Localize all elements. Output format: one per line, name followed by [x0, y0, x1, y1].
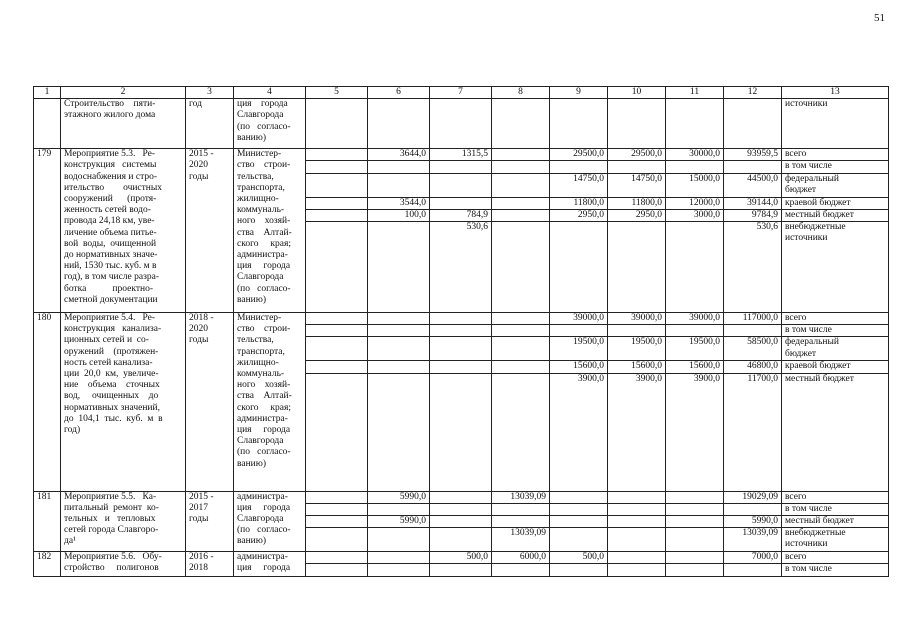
- amount-cell: [724, 161, 782, 173]
- amount-cell: [550, 516, 608, 528]
- header-row: [34, 87, 889, 99]
- activity-name-cell: Мероприятие 5.3. Ре- конструкция системы водоснабжения и стро- ительство очистных сооружений (протя- женность сетей водо- провода 24,18 км, уве- личение объема питье- вой воды, очищенной до нормативных значе- ний, 1530 тыс. куб. м в год), в том числе разра- ботка проектно- сметной документации: [61, 149, 186, 313]
- amount-cell: 15600,0: [550, 361, 608, 373]
- amount-cell: 100,0: [368, 209, 430, 221]
- amount-cell: 3544,0: [368, 197, 430, 209]
- amount-cell: [550, 528, 608, 552]
- amount-cell: [608, 491, 666, 503]
- amount-cell: [666, 222, 724, 313]
- amount-cell: 15600,0: [666, 361, 724, 373]
- amount-cell: [492, 197, 550, 209]
- executor-cell: администра- ция города: [234, 552, 306, 576]
- amount-cell: [368, 337, 430, 361]
- amount-cell: [492, 222, 550, 313]
- funding-source-cell: источники: [782, 99, 889, 149]
- table-row: [34, 149, 889, 161]
- amount-cell: [666, 503, 724, 515]
- amount-cell: [368, 564, 430, 576]
- funding-source-cell: местный бюджет: [782, 516, 889, 528]
- amount-cell: [666, 491, 724, 503]
- page-number: 51: [874, 12, 885, 24]
- amount-cell: [608, 528, 666, 552]
- amount-cell: [666, 564, 724, 576]
- amount-cell: [608, 161, 666, 173]
- amount-cell: [368, 503, 430, 515]
- amount-cell: [492, 161, 550, 173]
- amount-cell: [608, 516, 666, 528]
- amount-cell: [666, 552, 724, 564]
- amount-cell: 500,0: [430, 552, 492, 564]
- amount-cell: 39000,0: [550, 313, 608, 325]
- years-cell: 2016 - 2018: [186, 552, 234, 576]
- amount-cell: 3900,0: [550, 373, 608, 491]
- amount-cell: 11800,0: [550, 197, 608, 209]
- funding-source-cell: федеральный бюджет: [782, 337, 889, 361]
- funding-source-cell: внебюджетные источники: [782, 528, 889, 552]
- amount-cell: [430, 325, 492, 337]
- header-cell: 10: [608, 87, 666, 99]
- row-number-cell: 180: [34, 313, 61, 492]
- amount-cell: 3000,0: [666, 209, 724, 221]
- row-number-cell: 181: [34, 491, 61, 552]
- amount-cell: [492, 149, 550, 161]
- amount-cell: [608, 564, 666, 576]
- amount-cell: [368, 528, 430, 552]
- amount-cell: [608, 325, 666, 337]
- row-number-cell: 182: [34, 552, 61, 576]
- amount-cell: 13039,09: [492, 528, 550, 552]
- header-cell: 2: [61, 87, 186, 99]
- amount-cell: 13039,09: [492, 491, 550, 503]
- years-cell: год: [186, 99, 234, 149]
- row-number-cell: [34, 99, 61, 149]
- funding-source-cell: всего: [782, 552, 889, 564]
- funding-source-cell: местный бюджет: [782, 209, 889, 221]
- amount-cell: 44500,0: [724, 173, 782, 197]
- amount-cell: [666, 528, 724, 552]
- amount-cell: 15600,0: [608, 361, 666, 373]
- amount-cell: 39000,0: [608, 313, 666, 325]
- amount-cell: 9784,9: [724, 209, 782, 221]
- funding-source-cell: в том числе: [782, 325, 889, 337]
- amount-cell: 5990,0: [368, 516, 430, 528]
- amount-cell: 3900,0: [608, 373, 666, 491]
- years-cell: 2015 - 2020 годы: [186, 149, 234, 313]
- amount-cell: [608, 503, 666, 515]
- amount-cell: [430, 337, 492, 361]
- funding-source-cell: в том числе: [782, 564, 889, 576]
- amount-cell: [724, 564, 782, 576]
- amount-cell: [430, 503, 492, 515]
- amount-cell: 530,6: [724, 222, 782, 313]
- funding-source-cell: всего: [782, 149, 889, 161]
- header-cell: 4: [234, 87, 306, 99]
- header-cell: 12: [724, 87, 782, 99]
- amount-cell: [492, 503, 550, 515]
- amount-cell: 19029,09: [724, 491, 782, 503]
- amount-cell: 11800,0: [608, 197, 666, 209]
- amount-cell: [492, 516, 550, 528]
- row-number-cell: 179: [34, 149, 61, 313]
- amount-cell: 15000,0: [666, 173, 724, 197]
- amount-cell: [430, 313, 492, 325]
- years-cell: 2015 - 2017 годы: [186, 491, 234, 552]
- header-cell: 5: [306, 87, 368, 99]
- table-row: [34, 491, 889, 503]
- amount-cell: [492, 564, 550, 576]
- amount-cell: 14750,0: [608, 173, 666, 197]
- amount-cell: 530,6: [430, 222, 492, 313]
- amount-cell: 46800,0: [724, 361, 782, 373]
- amount-cell: [430, 373, 492, 491]
- amount-cell: 19500,0: [608, 337, 666, 361]
- amount-cell: [608, 552, 666, 564]
- header-cell: 3: [186, 87, 234, 99]
- funding-source-cell: в том числе: [782, 161, 889, 173]
- executor-cell: ция города Славгорода (по согласо- ванию): [234, 99, 306, 149]
- amount-cell: [666, 325, 724, 337]
- table-row: [34, 313, 889, 325]
- amount-cell: [550, 564, 608, 576]
- header-cell: 9: [550, 87, 608, 99]
- header-cell: 13: [782, 87, 889, 99]
- amount-cell: [430, 197, 492, 209]
- funding-source-cell: федеральный бюджет: [782, 173, 889, 197]
- executor-cell: администра- ция города Славгорода (по согласо- ванию): [234, 491, 306, 552]
- amount-cell: 93959,5: [724, 149, 782, 161]
- executor-cell: Министер- ство строи- тельства, транспорта, жилищно- коммуналь- ного хозяй- ства Алтай- ского края; администра- ция города Славгорода (по согласо- ванию): [234, 313, 306, 492]
- amount-cell: [492, 209, 550, 221]
- header-cell: 8: [492, 87, 550, 99]
- amount-cell: 5990,0: [724, 516, 782, 528]
- amount-cell: [550, 222, 608, 313]
- amount-cell: 19500,0: [666, 337, 724, 361]
- funding-source-cell: внебюджетные источники: [782, 222, 889, 313]
- amount-cell: [550, 503, 608, 515]
- amount-cell: [368, 161, 430, 173]
- activity-name-cell: Мероприятие 5.6. Обу- стройство полигонов: [61, 552, 186, 576]
- amount-cell: 2950,0: [550, 209, 608, 221]
- amount-cell: 14750,0: [550, 173, 608, 197]
- header-cell: 1: [34, 87, 61, 99]
- amount-cell: [368, 361, 430, 373]
- funding-source-cell: местный бюджет: [782, 373, 889, 491]
- amount-cell: [430, 361, 492, 373]
- amount-cell: [430, 491, 492, 503]
- amount-cell: 58500,0: [724, 337, 782, 361]
- amount-cell: 29500,0: [550, 149, 608, 161]
- amount-cell: 7000,0: [724, 552, 782, 564]
- funding-source-cell: всего: [782, 313, 889, 325]
- amount-cell: 5990,0: [368, 491, 430, 503]
- amount-cell: [492, 337, 550, 361]
- amount-cell: [550, 491, 608, 503]
- amount-cell: [492, 325, 550, 337]
- funding-source-cell: краевой бюджет: [782, 197, 889, 209]
- amount-cell: [666, 161, 724, 173]
- amount-cell: 500,0: [550, 552, 608, 564]
- amount-cell: [430, 528, 492, 552]
- activity-name-cell: Мероприятие 5.5. Ка- питальный ремонт ко- тельных и тепловых сетей города Славгоро- да¹: [61, 491, 186, 552]
- amount-cell: 11700,0: [724, 373, 782, 491]
- amount-cell: 1315,5: [430, 149, 492, 161]
- funding-source-cell: всего: [782, 491, 889, 503]
- activity-name-cell: Строительство пяти- этажного жилого дома: [61, 99, 186, 149]
- amount-cell: 2950,0: [608, 209, 666, 221]
- amount-cell: [368, 222, 430, 313]
- amount-cell: 6000,0: [492, 552, 550, 564]
- funding-source-cell: в том числе: [782, 503, 889, 515]
- header-cell: 7: [430, 87, 492, 99]
- amount-cell: [368, 373, 430, 491]
- amount-cell: 3900,0: [666, 373, 724, 491]
- amount-cell: [430, 161, 492, 173]
- amount-cell: [368, 173, 430, 197]
- amount-cell: [608, 222, 666, 313]
- amount-cell: 13039,09: [724, 528, 782, 552]
- activity-name-cell: Мероприятие 5.4. Ре- конструкция канализа- ционных сетей и со- оружений (протяжен- ность сетей канализа- ции 20,0 км, увеличе- ние объема сточных вод, очищенных до нормативных значений, до 104,1 тыс. куб. м в год): [61, 313, 186, 492]
- header-cell: 11: [666, 87, 724, 99]
- executor-cell: Министер- ство строи- тельства, транспорта, жилищно- коммуналь- ного хозяй- ства Алтай- ского края; администра- ция города Славгорода (по согласо- ванию): [234, 149, 306, 313]
- amount-cell: [368, 313, 430, 325]
- header-cell: 6: [368, 87, 430, 99]
- amount-cell: 117000,0: [724, 313, 782, 325]
- amount-cell: [492, 373, 550, 491]
- amount-cell: 29500,0: [608, 149, 666, 161]
- amount-cell: [368, 552, 430, 564]
- amount-cell: [666, 516, 724, 528]
- amount-cell: [430, 564, 492, 576]
- amount-cell: [430, 173, 492, 197]
- amount-cell: 19500,0: [550, 337, 608, 361]
- program-table: [33, 86, 889, 577]
- table-row-continuation: [34, 99, 889, 149]
- table-row: [34, 552, 889, 564]
- amount-cell: [492, 361, 550, 373]
- amount-cell: [368, 325, 430, 337]
- amount-cell: [492, 173, 550, 197]
- years-cell: 2018 - 2020 годы: [186, 313, 234, 492]
- amount-cell: [492, 313, 550, 325]
- amount-cell: 784,9: [430, 209, 492, 221]
- amount-cell: 3644,0: [368, 149, 430, 161]
- funding-source-cell: краевой бюджет: [782, 361, 889, 373]
- amount-cell: 30000,0: [666, 149, 724, 161]
- amount-cell: [724, 325, 782, 337]
- amount-cell: 39000,0: [666, 313, 724, 325]
- amount-cell: [430, 516, 492, 528]
- amount-cell: 12000,0: [666, 197, 724, 209]
- amount-cell: [724, 503, 782, 515]
- amount-cell: 39144,0: [724, 197, 782, 209]
- amount-cell: [550, 161, 608, 173]
- amount-cell: [550, 325, 608, 337]
